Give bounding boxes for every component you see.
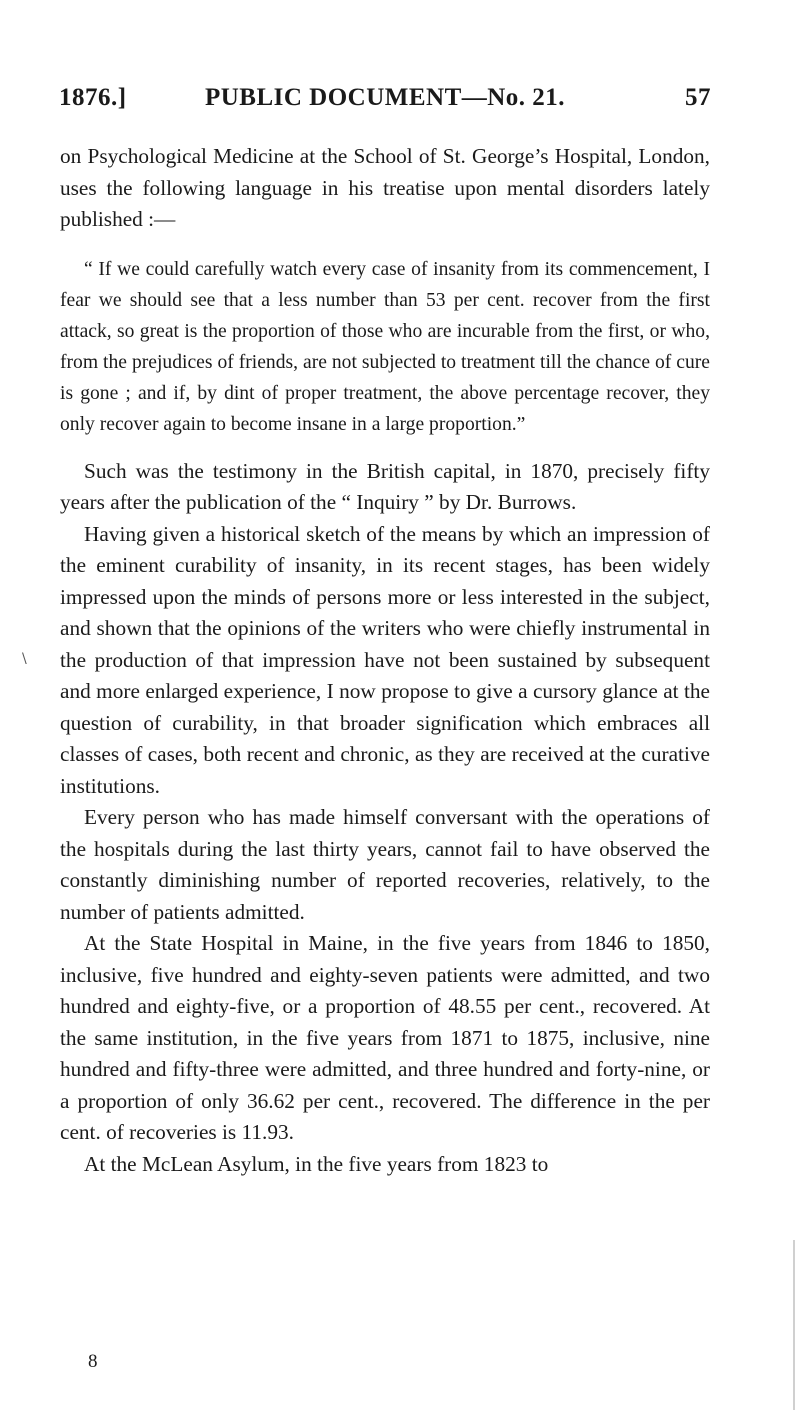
paragraph-continuation: on Psychological Medicine at the School of St. George’s Hospital, London, uses the following language in his treatise upon mental disorders lately published :— bbox=[60, 144, 710, 231]
margin-mark: \ bbox=[22, 651, 27, 667]
paragraph: Every person who has made himself conversant with the operations of the hospitals during the last thirty years, cannot fail to have observed the constantly diminishing number of reported recoveries, relatively, to the number of patients admitted. bbox=[60, 805, 710, 924]
paragraph: Such was the testimony in the British capital, in 1870, precisely fifty years after the publication of the “ Inquiry ” by Dr. Burrows. bbox=[60, 458, 710, 514]
body-text bbox=[60, 141, 710, 1180]
paragraph: At the McLean Asylum, in the five years from 1823 to bbox=[84, 1151, 549, 1176]
paragraph: Having given a historical sketch of the means by which an impression of the eminent curability of insanity, in its recent stages, has been widely impressed upon the minds of persons more or less interested in the subject, and shown that the opinions of the writers who were chiefly instrumental in the production of that impression have not been sustained by subsequent and more enlarged experience, I now propose to give a cursory glance at the question of curability, in that broader signification which embraces all classes of cases, both recent and chronic, as they are received at the curative institutions. bbox=[60, 521, 710, 798]
block-quote: “ If we could carefully watch every case of insanity from its commencement, I fear we should see that a less number than 53 per cent. recover from the first attack, so great is the proportion of those who are incurable from the first, or who, from the prejudices of friends, are not subjected to treatment till the chance of cure is gone ; and if, by dint of proper treatment, the above percentage recover, they only recover again to become insane in a large proportion.” bbox=[60, 258, 710, 435]
page-number: 57 bbox=[685, 84, 711, 111]
header-title: PUBLIC DOCUMENT—No. 21. bbox=[204, 84, 566, 111]
paragraph: At the State Hospital in Maine, in the five years from 1846 to 1850, inclusive, five hundred and eighty-seven patients were admitted, and two hundred and eighty-five, or a proportion of 48.55 per cent., recovered. At the same institution, in the five years from 1871 to 1875, inclusive, nine hundred and fifty-three were admitted, and three hundred and forty-nine, or a proportion of only 36.62 per cent., recovered. The difference in the per cent. of recoveries is 11.93. bbox=[60, 931, 710, 1144]
running-head bbox=[59, 84, 711, 118]
scan-edge-line bbox=[793, 1240, 795, 1410]
signature-mark: 8 bbox=[88, 1351, 98, 1372]
header-year: 1876.] bbox=[59, 84, 127, 111]
